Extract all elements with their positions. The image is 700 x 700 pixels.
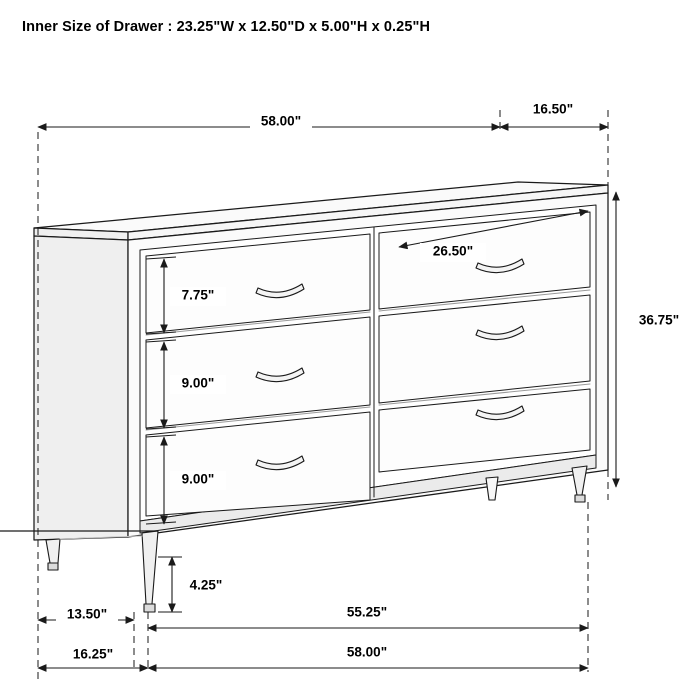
dim-drawer-height-top: 7.75" xyxy=(181,287,215,303)
dim-top-width-side: 16.50" xyxy=(532,101,574,117)
dim-drawer-width: 26.50" xyxy=(432,243,474,259)
dresser-illustration xyxy=(0,182,608,612)
dim-top-width-main: 58.00" xyxy=(260,113,302,129)
page-title: Inner Size of Drawer : 23.25"W x 12.50"D x 5.00"H x 0.25"H xyxy=(22,19,431,35)
dim-bottom-depth-left: 16.25" xyxy=(72,646,114,662)
dim-total-height: 36.75" xyxy=(638,312,680,328)
dim-base-depth-left: 13.50" xyxy=(66,606,108,622)
dim-drawer-height-middle: 9.00" xyxy=(181,375,215,391)
dim-drawer-height-bottom: 9.00" xyxy=(181,471,215,487)
dim-leg-height: 4.25" xyxy=(189,577,223,593)
dim-base-width-front: 55.25" xyxy=(346,604,388,620)
dim-bottom-width-total: 58.00" xyxy=(346,644,388,660)
